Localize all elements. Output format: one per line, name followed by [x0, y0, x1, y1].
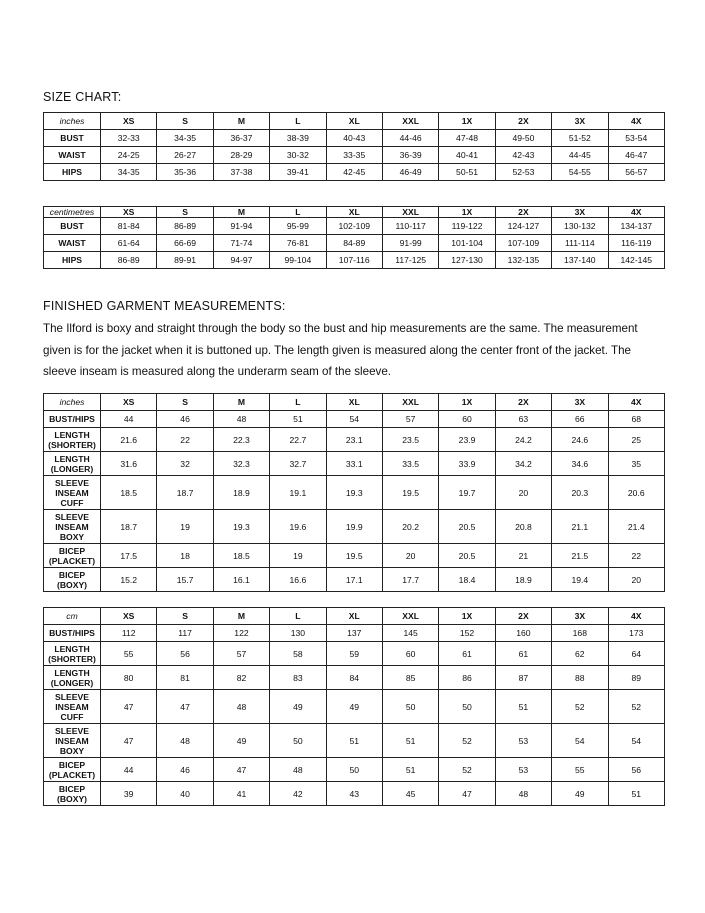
table-cell: 94-97	[213, 252, 269, 269]
table-cell: 50	[326, 758, 382, 782]
row-label: SLEEVE INSEAM BOXY	[44, 724, 101, 758]
table-cell: 21.5	[552, 544, 608, 568]
table-cell: 111-114	[552, 235, 608, 252]
table-cell: 45	[382, 782, 438, 806]
table-cell: 84-89	[326, 235, 382, 252]
size-header: S	[157, 608, 213, 625]
table-cell: 60	[382, 642, 438, 666]
table-cell: 30-32	[270, 147, 326, 164]
table-cell: 20.8	[495, 510, 551, 544]
table-cell: 95-99	[270, 218, 326, 235]
table-cell: 152	[439, 625, 495, 642]
size-header: S	[157, 207, 213, 218]
table-cell: 47	[101, 724, 157, 758]
table-header-row	[44, 608, 665, 625]
table-cell: 107-109	[495, 235, 551, 252]
table-cell: 53	[495, 758, 551, 782]
table-cell: 50	[439, 690, 495, 724]
table-cell: 21.1	[552, 510, 608, 544]
table-cell: 20	[495, 476, 551, 510]
table-cell: 84	[326, 666, 382, 690]
table-cell: 80	[101, 666, 157, 690]
size-chart-centimetres-table	[43, 206, 665, 269]
table-cell: 24-25	[101, 147, 157, 164]
table-cell: 173	[608, 625, 664, 642]
table-cell: 18.4	[439, 568, 495, 592]
size-header: 3X	[552, 113, 608, 130]
row-label: BUST/HIPS	[44, 625, 101, 642]
table-cell: 51	[495, 690, 551, 724]
row-label: LENGTH (LONGER)	[44, 452, 101, 476]
size-header: XL	[326, 394, 382, 411]
table-cell: 58	[270, 642, 326, 666]
table-cell: 56	[608, 758, 664, 782]
table-cell: 57	[213, 642, 269, 666]
table-cell: 86-89	[101, 252, 157, 269]
table-cell: 33.1	[326, 452, 382, 476]
table-cell: 32	[157, 452, 213, 476]
table-cell: 124-127	[495, 218, 551, 235]
table-cell: 17.5	[101, 544, 157, 568]
table-cell: 38-39	[270, 130, 326, 147]
table-cell: 110-117	[382, 218, 438, 235]
table-cell: 48	[270, 758, 326, 782]
table-row	[44, 510, 665, 544]
row-label: BICEP (PLACKET)	[44, 758, 101, 782]
table-cell: 42	[270, 782, 326, 806]
table-cell: 15.7	[157, 568, 213, 592]
table-cell: 31.6	[101, 452, 157, 476]
table-cell: 52-53	[495, 164, 551, 181]
table-cell: 86-89	[157, 218, 213, 235]
table-cell: 49	[213, 724, 269, 758]
table-cell: 21.4	[608, 510, 664, 544]
table-cell: 35	[608, 452, 664, 476]
table-cell: 50	[382, 690, 438, 724]
table-cell: 51	[326, 724, 382, 758]
table-cell: 50-51	[439, 164, 495, 181]
size-header: 1X	[439, 113, 495, 130]
table-cell: 81	[157, 666, 213, 690]
size-header: M	[213, 608, 269, 625]
table-cell: 54	[608, 724, 664, 758]
row-label: LENGTH (SHORTER)	[44, 428, 101, 452]
table-cell: 19	[270, 544, 326, 568]
table-cell: 46-47	[608, 147, 664, 164]
table-cell: 42-45	[326, 164, 382, 181]
size-header: XS	[101, 207, 157, 218]
table-cell: 52	[439, 724, 495, 758]
table-cell: 88	[552, 666, 608, 690]
table-cell: 20.5	[439, 510, 495, 544]
table-cell: 66	[552, 411, 608, 428]
row-label: BICEP (BOXY)	[44, 782, 101, 806]
table-cell: 48	[495, 782, 551, 806]
table-cell: 40-43	[326, 130, 382, 147]
table-cell: 32.3	[213, 452, 269, 476]
size-header: 4X	[608, 608, 664, 625]
finished-garment-paragraph: The Ilford is boxy and straight through the body so the bust and hip measurements are the same. The measurement given is for the jacket when it is buttoned up. The length given is measured along the center front of the jacket. The sleeve inseam is measured along the underarm seam of the sleeve.	[43, 322, 638, 378]
table-row	[44, 218, 665, 235]
size-header: 1X	[439, 394, 495, 411]
table-cell: 49	[270, 690, 326, 724]
table-row	[44, 164, 665, 181]
table-cell: 19.4	[552, 568, 608, 592]
table-cell: 61	[495, 642, 551, 666]
table-cell: 20.6	[608, 476, 664, 510]
table-cell: 16.1	[213, 568, 269, 592]
unit-label: inches	[44, 113, 101, 130]
size-header: 3X	[552, 608, 608, 625]
table-cell: 18.7	[101, 510, 157, 544]
table-cell: 61	[439, 642, 495, 666]
size-header: XS	[101, 113, 157, 130]
row-label: BUST/HIPS	[44, 411, 101, 428]
size-header: XL	[326, 608, 382, 625]
table-cell: 22.7	[270, 428, 326, 452]
table-cell: 116-119	[608, 235, 664, 252]
table-cell: 23.5	[382, 428, 438, 452]
table-cell: 122	[213, 625, 269, 642]
table-row	[44, 782, 665, 806]
finished-inches-table	[43, 393, 665, 592]
row-label: WAIST	[44, 147, 101, 164]
table-cell: 49	[552, 782, 608, 806]
size-header: XL	[326, 113, 382, 130]
finished-garment-title: FINISHED GARMENT MEASUREMENTS:	[43, 299, 286, 313]
table-cell: 132-135	[495, 252, 551, 269]
table-cell: 16.6	[270, 568, 326, 592]
table-cell: 87	[495, 666, 551, 690]
row-label: SLEEVE INSEAM CUFF	[44, 690, 101, 724]
table-cell: 46-49	[382, 164, 438, 181]
table-cell: 54	[552, 724, 608, 758]
table-cell: 56-57	[608, 164, 664, 181]
table-cell: 76-81	[270, 235, 326, 252]
row-label: HIPS	[44, 252, 101, 269]
size-header: L	[270, 207, 326, 218]
size-header: L	[270, 608, 326, 625]
table-cell: 32.7	[270, 452, 326, 476]
table-cell: 47	[101, 690, 157, 724]
size-header: S	[157, 394, 213, 411]
size-header: 4X	[608, 113, 664, 130]
table-cell: 33.9	[439, 452, 495, 476]
table-cell: 19.3	[326, 476, 382, 510]
table-header-row	[44, 207, 665, 218]
table-header-row	[44, 394, 665, 411]
size-chart-title: SIZE CHART:	[43, 90, 122, 104]
table-cell: 18.5	[101, 476, 157, 510]
table-row	[44, 568, 665, 592]
table-cell: 34-35	[157, 130, 213, 147]
table-cell: 32-33	[101, 130, 157, 147]
table-cell: 22.3	[213, 428, 269, 452]
table-cell: 35-36	[157, 164, 213, 181]
finished-cm-table	[43, 607, 665, 806]
table-cell: 51-52	[552, 130, 608, 147]
table-cell: 17.1	[326, 568, 382, 592]
table-cell: 63	[495, 411, 551, 428]
row-label: HIPS	[44, 164, 101, 181]
table-cell: 55	[101, 642, 157, 666]
table-cell: 52	[608, 690, 664, 724]
size-header: XXL	[382, 608, 438, 625]
table-cell: 160	[495, 625, 551, 642]
table-cell: 33.5	[382, 452, 438, 476]
size-chart-inches-table	[43, 112, 665, 181]
table-cell: 40	[157, 782, 213, 806]
row-label: BUST	[44, 218, 101, 235]
table-cell: 26-27	[157, 147, 213, 164]
table-cell: 21	[495, 544, 551, 568]
table-cell: 52	[439, 758, 495, 782]
table-cell: 51	[382, 724, 438, 758]
row-label: WAIST	[44, 235, 101, 252]
table-cell: 53-54	[608, 130, 664, 147]
table-cell: 34.6	[552, 452, 608, 476]
table-cell: 52	[552, 690, 608, 724]
table-cell: 25	[608, 428, 664, 452]
table-cell: 20.3	[552, 476, 608, 510]
size-header: 2X	[495, 113, 551, 130]
table-cell: 19.5	[326, 544, 382, 568]
size-header: 1X	[439, 608, 495, 625]
table-row	[44, 690, 665, 724]
table-cell: 43	[326, 782, 382, 806]
table-cell: 117-125	[382, 252, 438, 269]
table-cell: 36-39	[382, 147, 438, 164]
table-cell: 20	[382, 544, 438, 568]
table-cell: 127-130	[439, 252, 495, 269]
row-label: LENGTH (LONGER)	[44, 666, 101, 690]
table-row	[44, 724, 665, 758]
table-cell: 22	[157, 428, 213, 452]
table-cell: 51	[382, 758, 438, 782]
table-cell: 99-104	[270, 252, 326, 269]
table-cell: 85	[382, 666, 438, 690]
table-cell: 23.1	[326, 428, 382, 452]
table-cell: 142-145	[608, 252, 664, 269]
table-cell: 112	[101, 625, 157, 642]
table-cell: 62	[552, 642, 608, 666]
table-cell: 20.2	[382, 510, 438, 544]
unit-label: centimetres	[44, 207, 101, 218]
table-cell: 48	[213, 411, 269, 428]
table-cell: 59	[326, 642, 382, 666]
table-row	[44, 476, 665, 510]
table-cell: 117	[157, 625, 213, 642]
table-cell: 66-69	[157, 235, 213, 252]
table-cell: 47	[213, 758, 269, 782]
table-cell: 61-64	[101, 235, 157, 252]
table-cell: 24.6	[552, 428, 608, 452]
table-row	[44, 411, 665, 428]
table-row	[44, 544, 665, 568]
table-cell: 17.7	[382, 568, 438, 592]
table-row	[44, 252, 665, 269]
table-cell: 48	[157, 724, 213, 758]
row-label: BUST	[44, 130, 101, 147]
table-cell: 57	[382, 411, 438, 428]
table-header-row	[44, 113, 665, 130]
table-cell: 23.9	[439, 428, 495, 452]
row-label: BICEP (BOXY)	[44, 568, 101, 592]
row-label: SLEEVE INSEAM CUFF	[44, 476, 101, 510]
table-cell: 137-140	[552, 252, 608, 269]
size-header: XL	[326, 207, 382, 218]
size-header: S	[157, 113, 213, 130]
size-header: 3X	[552, 394, 608, 411]
table-cell: 89	[608, 666, 664, 690]
table-cell: 51	[608, 782, 664, 806]
size-header: 1X	[439, 207, 495, 218]
size-header: XXL	[382, 113, 438, 130]
table-cell: 19.6	[270, 510, 326, 544]
table-cell: 42-43	[495, 147, 551, 164]
table-cell: 19.1	[270, 476, 326, 510]
table-cell: 81-84	[101, 218, 157, 235]
table-cell: 47	[439, 782, 495, 806]
table-cell: 20	[608, 568, 664, 592]
table-cell: 102-109	[326, 218, 382, 235]
table-cell: 40-41	[439, 147, 495, 164]
table-cell: 39-41	[270, 164, 326, 181]
table-cell: 130-132	[552, 218, 608, 235]
size-header: 4X	[608, 394, 664, 411]
table-cell: 44-46	[382, 130, 438, 147]
table-row	[44, 147, 665, 164]
table-cell: 19.7	[439, 476, 495, 510]
size-header: XXL	[382, 394, 438, 411]
table-cell: 49	[326, 690, 382, 724]
table-cell: 168	[552, 625, 608, 642]
table-cell: 21.6	[101, 428, 157, 452]
table-cell: 24.2	[495, 428, 551, 452]
table-cell: 55	[552, 758, 608, 782]
table-cell: 54	[326, 411, 382, 428]
table-cell: 19	[157, 510, 213, 544]
table-row	[44, 642, 665, 666]
table-cell: 28-29	[213, 147, 269, 164]
table-cell: 46	[157, 758, 213, 782]
size-header: 2X	[495, 608, 551, 625]
size-header: M	[213, 207, 269, 218]
unit-label: cm	[44, 608, 101, 625]
size-header: 4X	[608, 207, 664, 218]
size-header: 3X	[552, 207, 608, 218]
table-cell: 119-122	[439, 218, 495, 235]
table-cell: 37-38	[213, 164, 269, 181]
table-cell: 47	[157, 690, 213, 724]
table-row	[44, 625, 665, 642]
size-header: L	[270, 113, 326, 130]
table-cell: 34.2	[495, 452, 551, 476]
table-cell: 41	[213, 782, 269, 806]
table-cell: 101-104	[439, 235, 495, 252]
row-label: LENGTH (SHORTER)	[44, 642, 101, 666]
row-label: BICEP (PLACKET)	[44, 544, 101, 568]
table-cell: 83	[270, 666, 326, 690]
size-header: XXL	[382, 207, 438, 218]
table-cell: 15.2	[101, 568, 157, 592]
table-cell: 137	[326, 625, 382, 642]
table-cell: 33-35	[326, 147, 382, 164]
unit-label: inches	[44, 394, 101, 411]
table-cell: 82	[213, 666, 269, 690]
size-header: XS	[101, 608, 157, 625]
table-cell: 60	[439, 411, 495, 428]
table-cell: 19.9	[326, 510, 382, 544]
size-header: M	[213, 113, 269, 130]
table-cell: 18	[157, 544, 213, 568]
table-cell: 48	[213, 690, 269, 724]
table-cell: 34-35	[101, 164, 157, 181]
table-cell: 18.5	[213, 544, 269, 568]
row-label: SLEEVE INSEAM BOXY	[44, 510, 101, 544]
size-header: 2X	[495, 394, 551, 411]
table-row	[44, 428, 665, 452]
table-cell: 64	[608, 642, 664, 666]
table-cell: 20.5	[439, 544, 495, 568]
table-cell: 36-37	[213, 130, 269, 147]
table-cell: 130	[270, 625, 326, 642]
table-row	[44, 452, 665, 476]
table-row	[44, 235, 665, 252]
table-cell: 134-137	[608, 218, 664, 235]
table-cell: 44	[101, 758, 157, 782]
table-cell: 89-91	[157, 252, 213, 269]
table-cell: 91-94	[213, 218, 269, 235]
table-cell: 44	[101, 411, 157, 428]
table-cell: 145	[382, 625, 438, 642]
table-row	[44, 758, 665, 782]
table-cell: 71-74	[213, 235, 269, 252]
size-header: M	[213, 394, 269, 411]
table-cell: 53	[495, 724, 551, 758]
table-cell: 22	[608, 544, 664, 568]
table-cell: 46	[157, 411, 213, 428]
table-cell: 68	[608, 411, 664, 428]
table-cell: 44-45	[552, 147, 608, 164]
table-cell: 18.7	[157, 476, 213, 510]
table-cell: 50	[270, 724, 326, 758]
table-cell: 91-99	[382, 235, 438, 252]
table-cell: 107-116	[326, 252, 382, 269]
table-cell: 18.9	[495, 568, 551, 592]
size-header: 2X	[495, 207, 551, 218]
table-cell: 86	[439, 666, 495, 690]
table-cell: 51	[270, 411, 326, 428]
table-row	[44, 130, 665, 147]
table-cell: 18.9	[213, 476, 269, 510]
table-cell: 56	[157, 642, 213, 666]
table-cell: 39	[101, 782, 157, 806]
table-cell: 47-48	[439, 130, 495, 147]
size-header: XS	[101, 394, 157, 411]
table-row	[44, 666, 665, 690]
table-cell: 49-50	[495, 130, 551, 147]
table-cell: 19.5	[382, 476, 438, 510]
table-cell: 54-55	[552, 164, 608, 181]
table-cell: 19.3	[213, 510, 269, 544]
size-header: L	[270, 394, 326, 411]
